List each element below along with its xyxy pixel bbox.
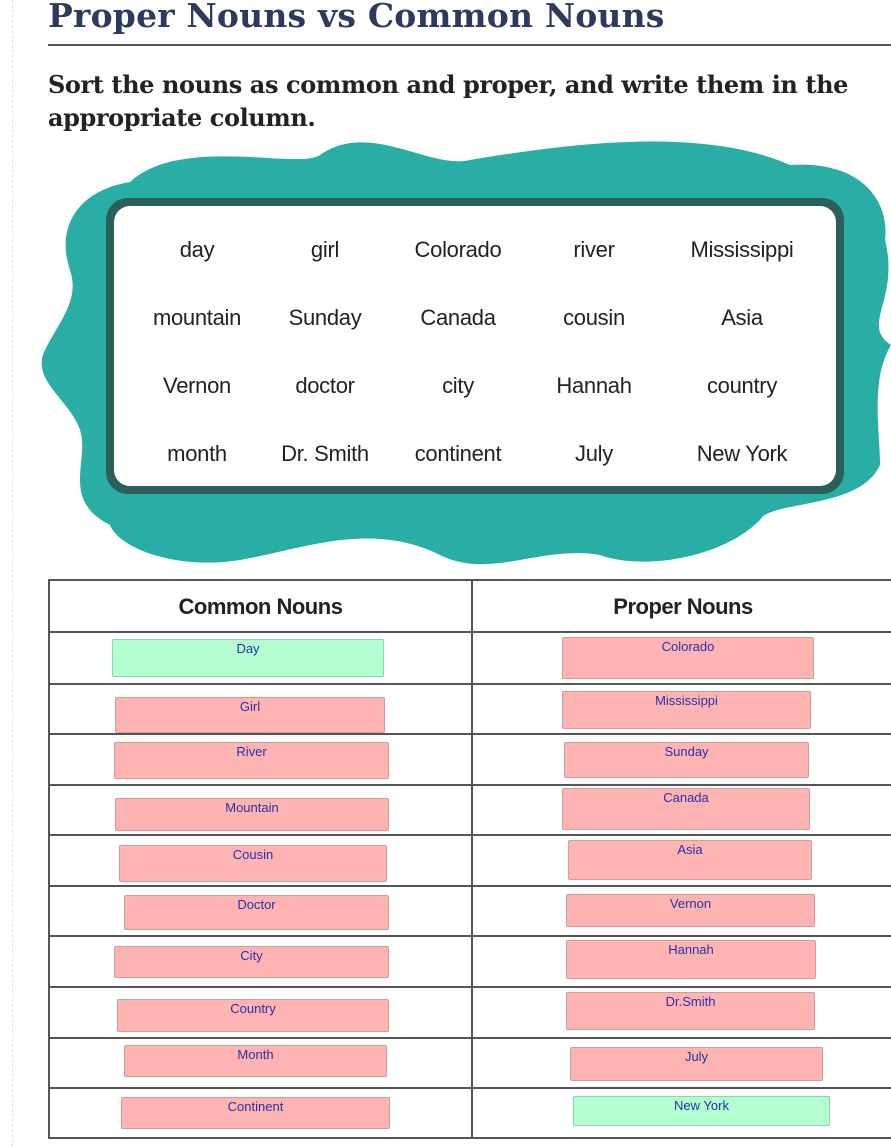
common-nouns-header: Common Nouns: [178, 594, 343, 619]
proper-answer-chip[interactable]: Asia: [568, 840, 812, 880]
proper-answer-chip[interactable]: Vernon: [566, 894, 815, 927]
table-row-divider: [50, 935, 891, 937]
word-bank-item[interactable]: river: [573, 237, 615, 262]
word-bank-item[interactable]: July: [575, 441, 613, 466]
common-answer-chip[interactable]: City: [114, 946, 389, 978]
common-answer-chip[interactable]: Girl: [115, 697, 385, 733]
word-bank-item[interactable]: Mississippi: [690, 237, 794, 262]
word-bank-item[interactable]: continent: [414, 441, 502, 466]
word-bank-item[interactable]: Sunday: [288, 305, 362, 330]
table-row-divider: [50, 834, 891, 836]
word-bank-item[interactable]: Canada: [420, 305, 496, 330]
proper-answer-chip[interactable]: Canada: [562, 788, 810, 830]
table-row-divider: [50, 885, 891, 887]
proper-answer-chip[interactable]: New York: [573, 1096, 830, 1126]
page-title: Proper Nouns vs Common Nouns: [48, 0, 665, 35]
word-bank-item[interactable]: Dr. Smith: [281, 441, 369, 466]
table-row-divider: [50, 631, 891, 633]
common-answer-chip[interactable]: River: [114, 742, 389, 779]
title-divider: [48, 44, 891, 46]
word-bank-item[interactable]: cousin: [563, 305, 625, 330]
table-row-divider: [50, 1087, 891, 1089]
table-row-divider: [50, 683, 891, 685]
word-bank-item[interactable]: Asia: [721, 305, 763, 330]
word-bank-item[interactable]: country: [706, 373, 778, 398]
proper-answer-chip[interactable]: Colorado: [562, 637, 814, 679]
common-answer-chip[interactable]: Doctor: [124, 895, 389, 930]
word-bank-item[interactable]: mountain: [152, 305, 242, 330]
common-answer-chip[interactable]: Mountain: [115, 798, 389, 831]
proper-answer-chip[interactable]: Dr.Smith: [566, 992, 815, 1030]
common-answer-chip[interactable]: Cousin: [119, 845, 387, 882]
proper-answer-chip[interactable]: July: [570, 1047, 823, 1081]
proper-nouns-header: Proper Nouns: [613, 594, 753, 619]
table-row-divider: [50, 733, 891, 735]
common-answer-chip[interactable]: Day: [112, 639, 384, 677]
word-bank-item[interactable]: day: [179, 237, 215, 262]
table-row-divider: [50, 1037, 891, 1039]
instructions: Sort the nouns as common and proper, and write them in the appropriate column.: [48, 70, 849, 132]
column-divider: [471, 581, 473, 1137]
word-bank-item[interactable]: Hannah: [556, 373, 632, 398]
word-bank: [128, 216, 828, 486]
word-bank-item[interactable]: girl: [310, 237, 340, 262]
proper-answer-chip[interactable]: Mississippi: [562, 691, 811, 729]
table-row-divider: [50, 986, 891, 988]
table-row-divider: [50, 784, 891, 786]
common-answer-chip[interactable]: Month: [124, 1045, 387, 1077]
proper-answer-chip[interactable]: Hannah: [566, 940, 816, 979]
answer-table: [48, 579, 891, 1139]
common-answer-chip[interactable]: Continent: [121, 1097, 390, 1129]
word-bank-item[interactable]: New York: [696, 441, 788, 466]
proper-answer-chip[interactable]: Sunday: [564, 742, 809, 778]
word-bank-item[interactable]: Vernon: [163, 373, 231, 398]
word-bank-item[interactable]: month: [167, 441, 227, 466]
common-answer-chip[interactable]: Country: [117, 999, 389, 1032]
word-bank-item[interactable]: Colorado: [414, 237, 502, 262]
word-bank-item[interactable]: doctor: [295, 373, 355, 398]
word-bank-item[interactable]: city: [442, 373, 474, 398]
